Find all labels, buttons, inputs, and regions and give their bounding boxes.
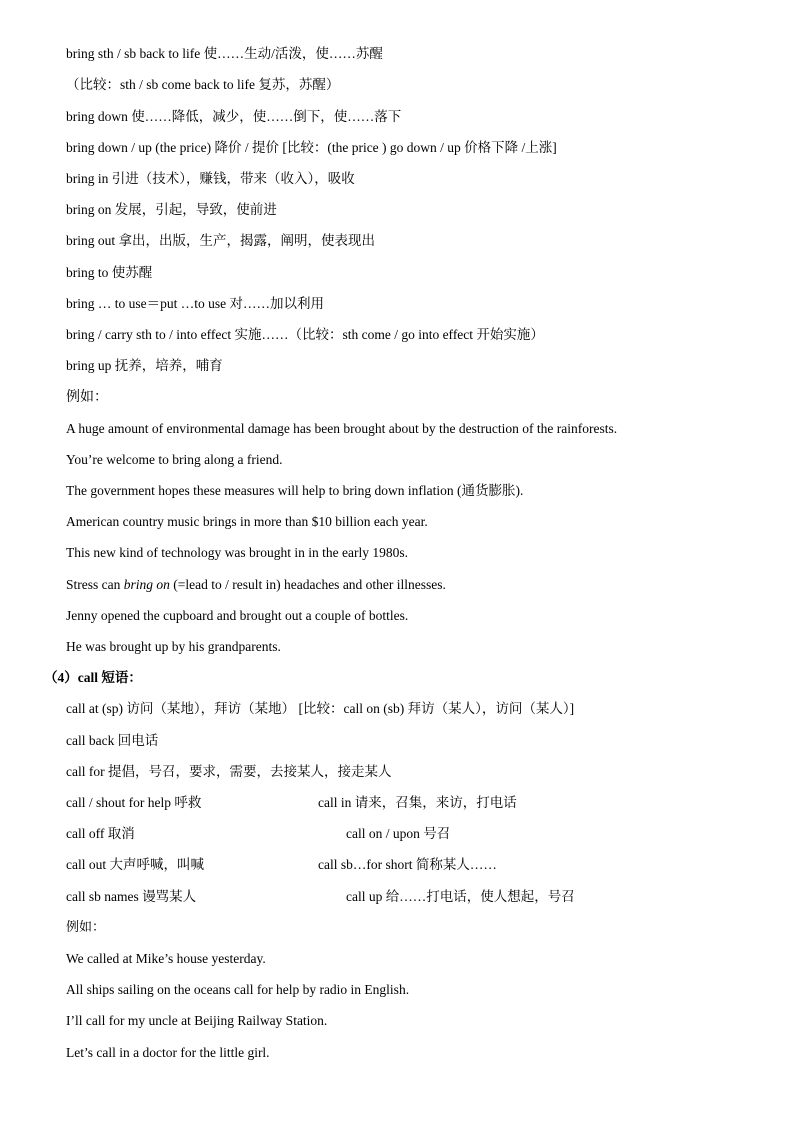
example-label: 例如： — [66, 920, 106, 935]
phrase-right: call sb…for short 简称某人…… — [318, 857, 497, 872]
phrase-left: call / shout for help 呼救 — [66, 795, 202, 810]
example-sentence-stress — [66, 576, 446, 594]
example-sentence: You’re welcome to bring along a friend. — [66, 452, 283, 467]
phrase-left: call off 取消 — [66, 826, 135, 841]
example-sentence: Let’s call in a doctor for the little girl. — [66, 1045, 270, 1060]
italic-phrase: bring on — [123, 577, 170, 592]
phrase-line: （比较：sth / sb come back to life 复苏，苏醒） — [66, 77, 340, 92]
phrase-line: bring down 使……降低，减少，使……倒下，使……落下 — [66, 109, 402, 124]
phrase-right: call up 给……打电话，使人想起，号召 — [346, 889, 575, 904]
example-sentence: American country music brings in more than $10 billion each year. — [66, 514, 428, 529]
example-sentence: We called at Mike’s house yesterday. — [66, 951, 266, 966]
phrase-line: call at (sp) 访问（某地），拜访（某地） [比较：call on (sb) 拜访（某人），访问（某人）] — [66, 701, 575, 716]
phrase-left: call out 大声呼喊，叫喊 — [66, 857, 204, 872]
phrase-line: bring in 引进（技术），赚钱，带来（收入），吸收 — [66, 171, 355, 186]
phrase-line: bring on 发展，引起，导致，使前进 — [66, 202, 277, 217]
example-label: 例如： — [66, 389, 108, 405]
example-sentence: He was brought up by his grandparents. — [66, 639, 281, 654]
phrase-line: bring / carry sth to / into effect 实施……（比较：sth come / go into effect 开始实施） — [66, 327, 544, 342]
phrase-right: call in 请来，召集，来访，打电话 — [318, 795, 517, 810]
example-text: (=lead to / result in) headaches and other illnesses. — [169, 577, 446, 592]
phrase-line: bring … to use＝put …to use 对……加以利用 — [66, 296, 324, 311]
example-sentence: A huge amount of environmental damage has been brought about by the destruction of the rainforests. — [66, 421, 618, 436]
example-sentence: This new kind of technology was brought in in the early 1980s. — [66, 545, 408, 560]
example-sentence: All ships sailing on the oceans call for help by radio in English. — [66, 982, 410, 997]
phrase-line: bring sth / sb back to life 使……生动/活泼，使……苏醒 — [66, 46, 383, 61]
phrase-line: bring out 拿出，出版，生产，揭露，阐明，使表现出 — [66, 233, 375, 248]
example-sentence: Jenny opened the cupboard and brought out a couple of bottles. — [66, 608, 409, 623]
section-heading: （4）call 短语： — [44, 670, 142, 685]
example-sentence: I’ll call for my uncle at Beijing Railway Station. — [66, 1013, 328, 1028]
phrase-line: call back 回电话 — [66, 733, 159, 748]
phrase-right: call on / upon 号召 — [346, 826, 451, 841]
example-text: Stress can — [66, 577, 124, 592]
phrase-line: bring down / up (the price) 降价 / 提价 [比较：(the price ) go down / up 价格下降 /上涨] — [66, 140, 557, 155]
phrase-line: bring to 使苏醒 — [66, 265, 153, 280]
phrase-line: bring up 抚养，培养，哺育 — [66, 358, 223, 373]
phrase-left: call sb names 谩骂某人 — [66, 889, 197, 904]
example-sentence: The government hopes these measures will help to bring down inflation (通货膨胀). — [66, 483, 524, 498]
phrase-line: call for 提倡，号召，要求，需要，去接某人，接走某人 — [66, 764, 392, 779]
